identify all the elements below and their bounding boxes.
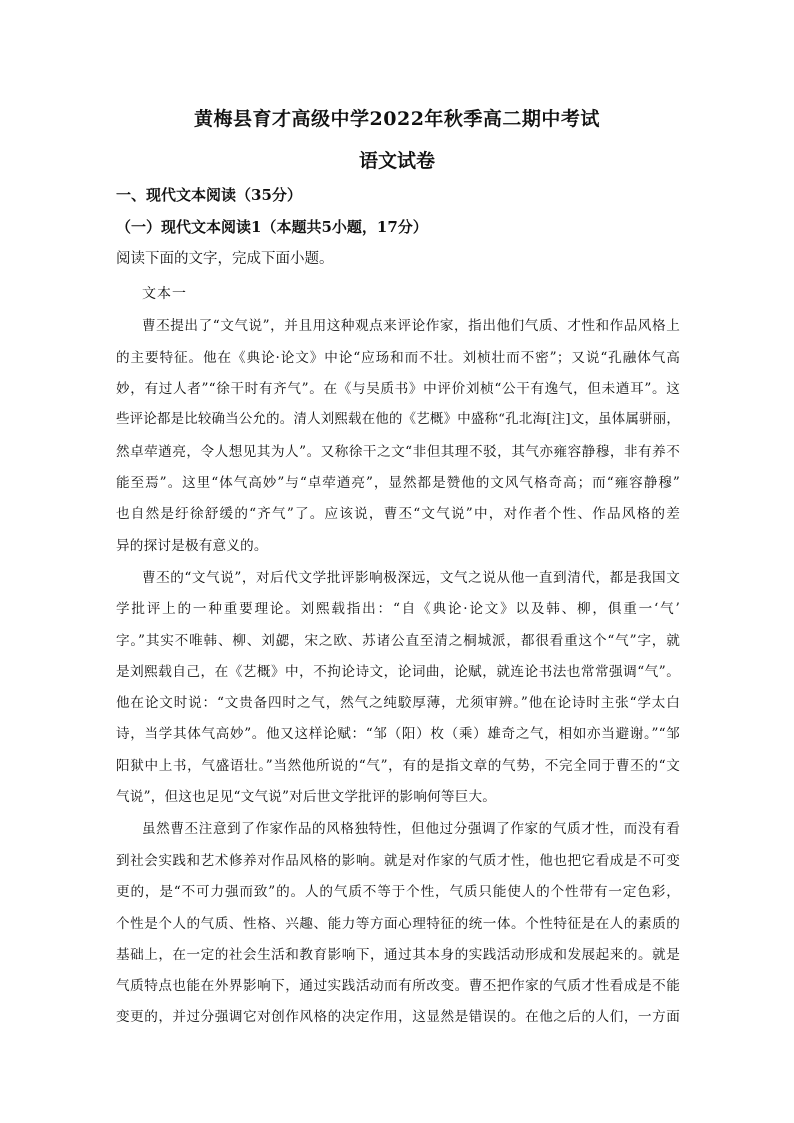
paragraph-line: 也自然是纡徐舒缓的“齐气”了。应该说，曹丕“文气说”中，对作者个性、作品风格的差 <box>116 506 680 522</box>
paragraph-line: 然卓荦遒亮，令人想见其为人”。又称徐干之文“非但其理不驳，其气亦雍容静穆，非有养不 <box>116 444 680 460</box>
section-heading: 一、现代文本阅读（35分） <box>116 186 302 204</box>
paragraph-line: 是刘熙载自己，在《艺概》中，不拘论诗文，论词曲，论赋，就连论书法也常常强调“气”。 <box>116 664 680 680</box>
paragraph-line: 变更的，并过分强调它对创作风格的决定作用，这显然是错误的。在他之后的人们，一方面 <box>116 1009 680 1025</box>
paragraph-line: 更的，是“不可力强而致”的。人的气质不等于个性，气质只能使人的个性带有一定色彩， <box>116 884 680 900</box>
paragraph-line: 虽然曹丕注意到了作家作品的风格独特性，但他过分强调了作家的气质才性，而没有看 <box>142 821 680 837</box>
paragraph-line: 学批评上的一种重要理论。刘熙载指出：“自《典论·论文》以及韩、柳，俱重一‘气’ <box>116 601 680 617</box>
paragraph-line: 能至焉”。这里“体气高妙”与“卓荦遒亮”，显然都是赞他的文风气格奇高；而“雍容静穆” <box>116 475 680 491</box>
paragraph-line: 阳狱中上书，气盛语壮。”当然他所说的“气”，有的是指文章的气势，不完全同于曹丕的“文 <box>116 758 680 774</box>
paragraph-line: 基础上，在一定的社会生活和教育影响下，通过其本身的实践活动形成和发展起来的。就是 <box>116 947 680 963</box>
subsection-heading: （一）现代文本阅读1（本题共5小题，17分） <box>116 218 428 236</box>
text-label: 文本一 <box>142 286 187 302</box>
exam-subtitle: 语文试卷 <box>358 150 435 172</box>
paragraph-line: 曹丕提出了“文气说”，并且用这种观点来评论作家，指出他们气质、才性和作品风格上 <box>142 318 680 334</box>
paragraph-line: 妙，有过人者”“徐干时有齐气”。在《与吴质书》中评价刘桢“公干有逸气，但未遒耳”。这 <box>116 381 680 397</box>
paragraph-line: 曹丕的“文气说”，对后代文学批评影响极深远，文气之说从他一直到清代，都是我国文 <box>142 570 680 586</box>
paragraph-line: 个性是个人的气质、性格、兴趣、能力等方面心理特征的统一体。个性特征是在人的素质的 <box>116 916 680 932</box>
paragraph-line: 异的探讨是极有意义的。 <box>116 538 268 554</box>
paragraph-line: 诗，当学其体气高妙”。他又这样论赋：“邹（阳）枚（乘）雄奇之气，相如亦当避谢。”“邹 <box>116 726 680 742</box>
paragraph-line: 的主要特征。他在《典论·论文》中论“应玚和而不壮。刘桢壮而不密”；又说“孔融体气高 <box>116 350 680 366</box>
paragraph-line: 到社会实践和艺术修养对作品风格的影响。就是对作家的气质才性，他也把它看成是不可变 <box>116 853 680 869</box>
paragraph-line: 字。”其实不唯韩、柳、刘勰，宋之欧、苏诸公直至清之桐城派，都很看重这个“气”字，就 <box>116 633 680 649</box>
paragraph-line: 他在论文时说：“文贵备四时之气，然气之纯駮厚薄，尤须审辨。”他在论诗时主张“学太白 <box>116 695 680 711</box>
paragraph-line: 气说”，但这也足见“文气说”对后世文学批评的影响何等巨大。 <box>116 789 497 805</box>
paragraph-line: 些评论都是比较确当公允的。清人刘熙载在他的《艺概》中盛称“孔北海[注]文，虽体属骈丽， <box>116 412 680 427</box>
reading-instruction: 阅读下面的文字，完成下面小题。 <box>116 251 334 267</box>
paragraph-line: 气质特点也能在外界影响下，通过实践活动而有所改变。曹丕把作家的气质才性看成是不能 <box>116 978 680 994</box>
exam-title: 黄梅县育才高级中学2022年秋季高二期中考试 <box>194 108 600 130</box>
